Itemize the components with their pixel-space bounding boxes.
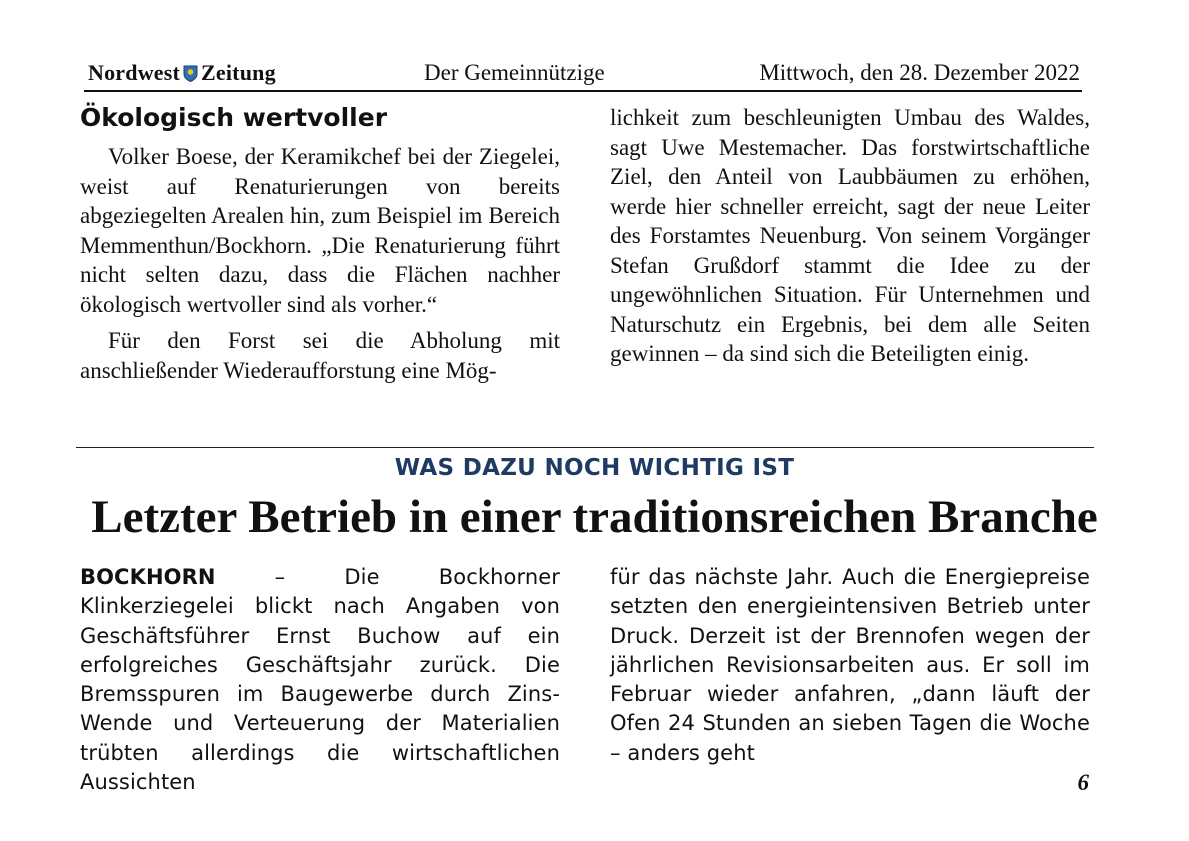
section-divider	[76, 447, 1094, 448]
feature-right-column	[610, 563, 1090, 768]
page-number: 6	[1077, 770, 1089, 795]
top-article-left-column	[80, 103, 560, 385]
feature-kicker: WAS DAZU NOCH WICHTIG IST	[394, 455, 795, 481]
logo-text-nordwest: Nordwest	[88, 60, 181, 85]
feature-lead-text: – Die Bockhorner Klinkerziegelei blickt nach Angaben von Geschäftsführer Ernst Buchow auf ein erfolgreiches Geschäftsjahr zurück. Die Bremsspuren im Baugewerbe durch Zins-Wende und Verteuerung der Materialien trübten allerdings die wirtschaftlichen Aussichten	[80, 565, 560, 795]
feature-headline: Letzter Betrieb in einer traditionsreichen Branche	[91, 491, 1098, 543]
issue-date: Mittwoch, den 28. Dezember 2022	[759, 60, 1080, 85]
newspaper-logo	[88, 60, 276, 86]
logo-text-zeitung: Zeitung	[201, 60, 276, 85]
section-title: Der Gemeinnützige	[424, 60, 605, 85]
article-paragraph: lichkeit zum beschleunigten Umbau des Waldes, sagt Uwe Mestemacher. Das forstwirtschaftliche Ziel, den Anteil von Laubbäumen zu erhöhen, werde hier schneller erreicht, sagt der neue Leiter des Forstamtes Neuenburg. Von seinem Vorgänger Stefan Grußdorf stammt die Idee zu der ungewöhnlichen Situation. Für Unternehmen und Naturschutz ein Ergebnis, bei dem alle Seiten gewinnen – da sind sich die Beteiligten einig.	[610, 105, 1090, 366]
feature-left-column	[80, 563, 560, 797]
article-subhead: Ökologisch wertvoller	[80, 103, 388, 132]
article-paragraph: Für den Forst sei die Abholung mit anschließender Wiederaufforstung eine Mög-	[80, 328, 560, 383]
article-paragraph: Volker Boese, der Keramikchef bei der Ziegelei, weist auf Renaturierungen von bereits abgeziegelten Arealen hin, zum Beispiel im Bereich Memmenthun/Bockhorn. „Die Renaturierung führt nicht selten dazu, dass die Flächen nachher ökologisch wertvoller sind als vorher.“	[80, 144, 560, 317]
crest-icon	[183, 65, 198, 82]
feature-paragraph: für das nächste Jahr. Auch die Energiepreise setzten den energieintensiven Betrieb unter Druck. Derzeit ist der Brennofen wegen der jährlichen Revisionsarbeiten aus. Er soll im Februar wieder anfahren, „dann läuft der Ofen 24 Stunden an sieben Tagen die Woche – anders geht	[610, 565, 1090, 765]
page-header	[84, 58, 1082, 92]
dateline: BOCKHORN	[80, 565, 216, 589]
feature-paragraph	[80, 563, 560, 797]
top-article-right-column	[610, 103, 1090, 369]
